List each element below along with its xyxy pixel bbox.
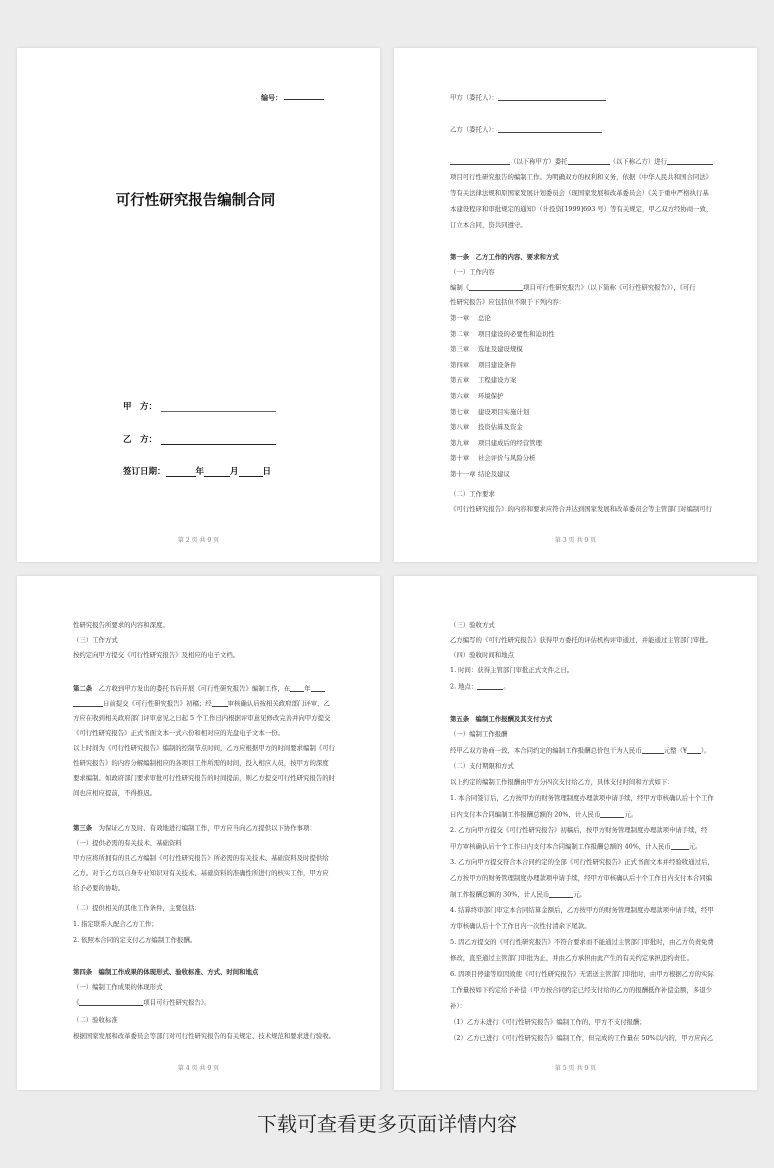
text-line: 以上时间为《可行性研究报告》编制的控制节点时间，乙方应根据甲方的时间要求编制《可行 <box>73 744 336 752</box>
chapter-number: 第九章 <box>450 438 470 447</box>
text-line: 给予必要的协助。 <box>73 884 125 892</box>
text-line: 乙方（委托人）： <box>450 125 498 134</box>
party-b-client-line <box>450 126 602 133</box>
blank-line <box>549 891 573 898</box>
chapter-number: 第十章 <box>450 454 470 463</box>
text-line: 按约定向甲方提交《可行性研究报告》及相应的电子文档。 <box>73 651 240 659</box>
chapter-item <box>450 362 516 368</box>
article-heading: 第五条 编制工作报酬及其支付方式 <box>450 715 553 723</box>
text-line <box>73 700 330 707</box>
section-heading: （二）支付期限和方式 <box>450 762 514 770</box>
chapter-item <box>450 393 504 399</box>
text-span: 日内支付本合同编制工作报酬总额的 20%，计人民币 <box>450 810 601 819</box>
entrust-line <box>450 158 713 165</box>
text-line: 订立本合同，资共同遵守。 <box>450 221 527 229</box>
day-label: 日 <box>262 467 272 477</box>
text-span: 项目可行性研究报告》（以下简称《可行性研究报告》），《可行 <box>523 283 696 292</box>
text-line: 间也应相应提前，不得推迟。 <box>73 789 157 797</box>
chapter-name: 选址及建设规模 <box>478 345 523 354</box>
section-heading: （二）工作要求 <box>450 490 495 498</box>
text-line: 性研究报告》的内容分解编制相应的各项目工作所需的时间，投入相应人员，按甲方的深度 <box>73 759 329 767</box>
chapter-name: 建设项目实施计划 <box>478 407 530 416</box>
day-blank <box>239 468 263 477</box>
chapter-name: 项目建成后的经营管理 <box>478 438 542 447</box>
text-line: 补）： <box>450 1002 466 1010</box>
article-heading: 第二条 <box>73 684 93 693</box>
text-span: 2. 地点： <box>450 682 478 691</box>
year-blank <box>166 468 196 477</box>
text-line: 乙方按甲方的财务管理制度办理款项申请手续，经甲方审核确认后十个工作日内支付本合同编 <box>450 874 713 882</box>
text-line: 6. 因项目停建等原因致使《可行性研究报告》无需送主管部门审批时，由甲方根据乙方的实际 <box>450 970 714 978</box>
text-line: 根据国家发展和改革委员会等部门对可行性研究报告的有关规定、技术规范和要求进行验收。 <box>73 1032 336 1040</box>
text-line: 2. 乙方向甲方提交《可行性研究报告》初稿后，按甲方财务管理制度办理款项申请手续，经 <box>450 826 708 834</box>
party-a-line <box>123 400 276 412</box>
chapter-name: 社会评价与风险分析 <box>478 454 536 463</box>
chapter-number: 第十一章 <box>450 470 476 478</box>
chapter-number: 第三章 <box>450 345 470 354</box>
chapter-item <box>450 440 542 446</box>
text-span: 经甲乙双方协商一致，本合同约定的编制工作报酬总价包干为人民币 <box>450 746 642 755</box>
text-line: 等有关法律法规和原国家发展计划委员会（现国家发展和改革委员会）《关于重申严格执行基 <box>450 189 709 197</box>
blank-line <box>73 700 103 707</box>
text-line: （2）乙方已进行《可行性研究报告》编制工作，但完成的工作量在 50%以内的，甲方应向乙 <box>450 1034 714 1042</box>
party-b-label: 乙 方： <box>123 435 158 445</box>
text-line: 2. 依照本合同的定支付乙方编制工作报酬。 <box>73 936 197 944</box>
text-span: 元整（¥ <box>663 746 687 755</box>
section-heading: （四）验收时间和地点 <box>450 651 514 659</box>
document-page-cover <box>17 48 380 562</box>
text-line <box>450 811 637 818</box>
text-span: 。 <box>503 682 510 691</box>
text-line: 方审核确认后十个工作日内一次性付清余下尾款。 <box>450 922 591 930</box>
text-span: 《 <box>73 998 80 1007</box>
chapter-item <box>450 455 536 461</box>
text-line: 《可行性研究报告》正式书面文本一式六份和相对应的光盘电子文本一份。 <box>73 729 284 737</box>
text-line: 修改，直至通过主管部门审批为止，并由乙方承担由此产生的有关约定承担违约责任。 <box>450 954 693 962</box>
text-line <box>73 685 325 692</box>
text-span: 元。 <box>573 890 587 899</box>
article-heading: 第四条 编制工作成果的体现形式、验收标准、方式、时间和地点 <box>73 968 259 976</box>
text-line: 要求编制。如政府部门要求审批可行性研究报告的时间提前，则乙方提交可行性研究报告的时 <box>73 774 336 782</box>
contract-number-blank <box>284 99 324 100</box>
blank-line <box>568 158 610 165</box>
blank-line <box>498 126 602 133</box>
text-line <box>450 843 702 850</box>
text-line <box>450 683 510 690</box>
text-span: 元。 <box>688 842 702 851</box>
chapter-name: 总论 <box>478 314 491 322</box>
text-span: 项目可行性研究报告》。 <box>143 998 211 1007</box>
chapter-name: 项目建设条件 <box>478 360 517 369</box>
blank-line <box>642 747 664 754</box>
text-line: 1. 时间：获得主管部门审批正式文件之日。 <box>450 666 574 674</box>
text-line: 甲方应将所拥有的且乙方编制《可行性研究报告》所必需的有关技术、基础资料及时提供给 <box>73 854 329 862</box>
chapter-item <box>450 346 523 352</box>
chapter-name: 结论及建议 <box>478 470 510 478</box>
year-label: 年 <box>195 467 205 477</box>
text-line: 4. 结算终审部门审定本合同结算金额后，乙方按甲方的财务管理制度办理款项申请手续，经甲 <box>450 906 714 914</box>
text-line: 1. 指定联系人配合乙方工作； <box>73 920 158 928</box>
page-footer: 第 3 页 共 9 页 <box>554 537 597 544</box>
month-label: 月 <box>230 467 239 477</box>
party-b-line <box>123 433 276 445</box>
blank-line <box>79 999 143 1006</box>
blank-line <box>671 843 689 850</box>
section-heading: （三）验收方式 <box>450 621 495 629</box>
chapter-number: 第七章 <box>450 407 470 416</box>
article-heading: 第一条 乙方工作的内容、要求和方式 <box>450 253 559 261</box>
text-line: 性研究报告所要求的内容和深度。 <box>73 621 169 629</box>
blank-line <box>469 284 523 291</box>
page-footer: 第 4 页 共 9 页 <box>177 1065 220 1072</box>
chapter-name: 环境保护 <box>478 392 504 400</box>
text-span: ）。 <box>700 746 711 755</box>
chapter-name: 投资估算及资金 <box>478 423 523 432</box>
text-line: （以下称乙方）进行 <box>609 157 668 166</box>
sign-date-line <box>123 465 271 477</box>
blank-line <box>600 811 624 818</box>
text-line: 本建设程序和审批规定的通知》（计投资[1999]693 号）等有关规定，甲乙双方经协商一致， <box>450 205 713 213</box>
text-line <box>73 825 316 831</box>
text-line: 以上约定的编制工作报酬由甲方分四次支付给乙方，具体支付时间和方式如下： <box>450 778 674 786</box>
contract-number <box>261 93 324 103</box>
text-line: 3. 乙方向甲方提交符合本合同约定的全部《可行性研究报告》正式书面文本并经验收通过后， <box>450 858 714 866</box>
text-span: 甲方审核确认后十个工作日内支付本合同编制工作报酬总额的 40%，计人民币 <box>450 842 671 851</box>
text-line <box>450 284 696 291</box>
section-heading: （一）提供必需的有关技术、基础资料 <box>73 839 182 847</box>
text-line: 甲方（委托人）： <box>450 93 498 102</box>
document-page-4 <box>17 576 380 1090</box>
text-span: 制工作报酬总额的 30%，计人民币 <box>450 890 550 899</box>
text-span: 审核确认后按相关政府部门评审，乙 <box>227 699 330 708</box>
text-line: 乙方。对于乙方以自身专业知识对有关技术、基础资料的准确性所进行的核实工作，甲方应 <box>73 869 329 877</box>
text-line: （1）乙方未进行《可行性研究报告》编制工作的，甲方不支付报酬； <box>450 1018 646 1026</box>
text-line: 工作量按如下约定给予补偿（甲方按合同约定已经支付给的乙方的报酬抵作补偿金额，多退少 <box>450 986 713 994</box>
chapter-number: 第六章 <box>450 392 470 400</box>
blank-line <box>477 683 503 690</box>
contract-number-label: 编号： <box>261 94 282 102</box>
chapter-number: 第二章 <box>450 329 470 338</box>
text-line <box>73 999 211 1006</box>
text-span: 日前提交《可行性研究报告》初稿；经 <box>103 699 212 708</box>
chapter-number: 第一章 <box>450 314 470 322</box>
text-span: 年 <box>304 684 311 693</box>
section-heading: （一）编制工作成果的体现形式 <box>73 983 163 991</box>
blank-line <box>450 158 510 165</box>
sign-date-label: 签订日期： <box>123 467 166 477</box>
text-line <box>450 747 711 754</box>
party-b-blank <box>161 436 276 445</box>
chapter-item <box>450 377 516 383</box>
text-line <box>450 891 586 898</box>
text-line: 方应在收到相关政府部门评审意见之日起 5 个工作日内根据评审意见修改完善并向甲方提交 <box>73 714 331 722</box>
chapter-number: 第五章 <box>450 376 470 385</box>
document-page-5 <box>394 576 757 1090</box>
text-line: 1. 本合同签订后，乙方按甲方的财务管理制度办理款项申请手续，经甲方审核确认后十个工作 <box>450 794 714 802</box>
blank-line <box>290 685 304 692</box>
text-line: 项目可行性研究报告的编制工作。为明确双方的权利和义务，依据《中华人民共和国合同法》 <box>450 173 713 181</box>
page-footer: 第 2 页 共 9 页 <box>177 537 220 544</box>
text-line: 性研究报告》应包括但不限于下列内容： <box>450 298 566 306</box>
chapter-item <box>450 424 523 430</box>
section-heading: （一）编制工作报酬 <box>450 730 508 738</box>
document-page-3 <box>394 48 757 562</box>
blank-line <box>212 700 228 707</box>
section-heading: （一）工作内容 <box>450 268 495 276</box>
chapter-item <box>450 315 491 321</box>
text-span: 编制《 <box>450 283 470 292</box>
section-heading: （二）提供相关的其他工作条件，主要包括： <box>73 904 201 912</box>
text-line: 《可行性研究报告》的内容和要求应符合并达到国家发展和改革委员会等主管部门对编制可行 <box>450 505 713 513</box>
chapter-name: 项目建设的必要性和迫切性 <box>478 329 555 338</box>
download-more-caption[interactable]: 下载可查看更多页面详情内容 <box>257 1112 517 1136</box>
blank-line <box>687 747 701 754</box>
section-heading: （二）验收标准 <box>73 1016 118 1024</box>
chapter-number: 第八章 <box>450 423 470 432</box>
month-blank <box>204 468 230 477</box>
text-span: 乙方收到甲方发出的委托书后开展《可行性研究报告》编制工作，在 <box>98 684 291 693</box>
chapter-number: 第四章 <box>450 360 470 369</box>
text-line: 5. 因乙方提交的《可行性研究报告》不符合要求而不能通过主管部门审批时，由乙方负责免费 <box>450 938 714 946</box>
article-heading: 第三条 <box>73 824 93 832</box>
chapter-item <box>450 331 555 337</box>
blank-line <box>311 685 325 692</box>
party-a-label: 甲 方： <box>123 402 158 412</box>
party-a-client-line <box>450 94 606 101</box>
text-span: 为保证乙方及时、有效地进行编制工作，甲方应当向乙方提供以下协作事项： <box>98 824 316 832</box>
section-heading: （三）工作方式 <box>73 636 118 644</box>
contract-title: 可行性研究报告编制合同 <box>115 193 276 209</box>
chapter-name: 工程建设方案 <box>478 376 517 385</box>
text-line: 乙方编写的《可行性研究报告》获得甲方委托的评估机构评审通过，并能通过主管部门审批。 <box>450 636 713 644</box>
page-footer: 第 5 页 共 9 页 <box>554 1065 597 1072</box>
text-line: （以下称甲方）委托 <box>510 157 568 166</box>
chapter-item <box>450 409 529 415</box>
blank-line <box>667 158 713 165</box>
chapter-item <box>450 471 510 477</box>
blank-line <box>498 94 606 101</box>
text-span: 元。 <box>624 810 638 819</box>
party-a-blank <box>161 403 276 412</box>
